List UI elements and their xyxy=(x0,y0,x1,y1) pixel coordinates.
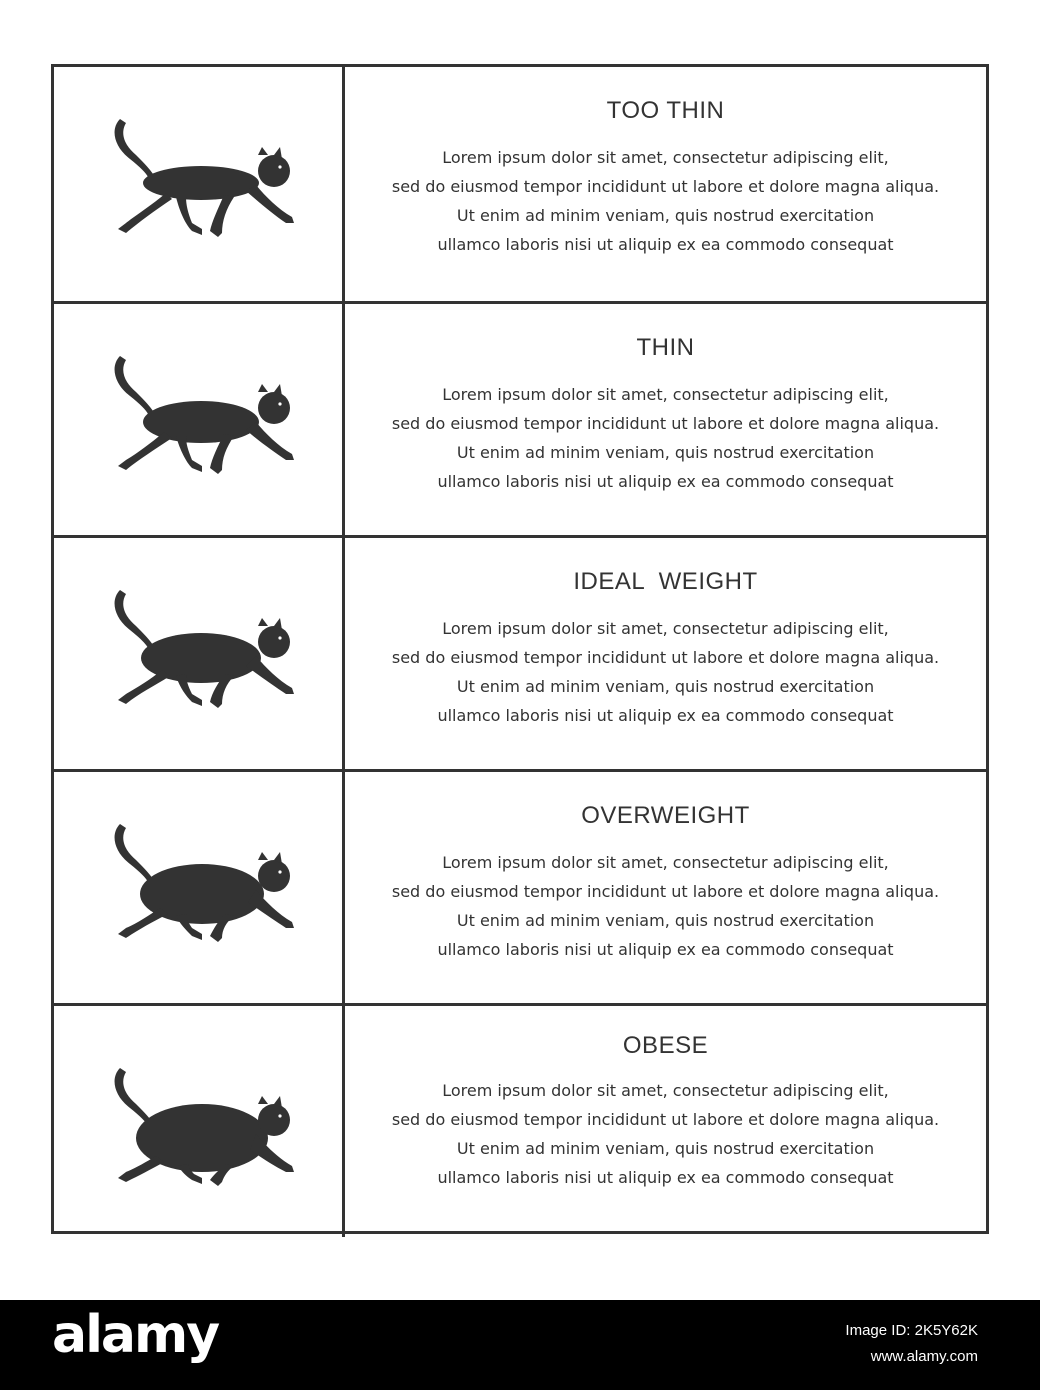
cat-image-cell xyxy=(54,538,345,769)
site-url: www.alamy.com xyxy=(870,1348,978,1365)
weight-row-too-thin xyxy=(54,67,986,301)
description-line: ullamco laboris nisi ut aliquip ex ea commodo consequat xyxy=(437,706,894,725)
row-title: IDEAL WEIGHT xyxy=(573,568,758,595)
description-line: sed do eiusmod tempor incididunt ut labore et dolore magna aliqua. xyxy=(391,882,940,901)
row-description xyxy=(345,380,986,496)
cat-weight-chart xyxy=(51,64,989,1234)
description-line: sed do eiusmod tempor incididunt ut labore et dolore magna aliqua. xyxy=(391,1110,940,1129)
description-cell xyxy=(345,772,986,1003)
description-line: sed do eiusmod tempor incididunt ut labore et dolore magna aliqua. xyxy=(391,414,940,433)
row-title: TOO THIN xyxy=(606,97,725,124)
description-line: Lorem ipsum dolor sit amet, consectetur adipiscing elit, xyxy=(442,385,889,404)
alamy-logo: alamy xyxy=(52,1305,219,1365)
walking-cat-slim-icon xyxy=(106,350,306,485)
description-line: Lorem ipsum dolor sit amet, consectetur adipiscing elit, xyxy=(442,619,889,638)
description-line: ullamco laboris nisi ut aliquip ex ea commodo consequat xyxy=(437,940,894,959)
row-description xyxy=(345,848,986,964)
image-id-label: Image ID: 2K5Y62K xyxy=(845,1322,978,1339)
row-description xyxy=(345,614,986,730)
description-cell xyxy=(345,538,986,769)
row-title: THIN xyxy=(636,334,695,361)
cat-image-cell xyxy=(54,67,345,301)
description-line: sed do eiusmod tempor incididunt ut labore et dolore magna aliqua. xyxy=(391,177,940,196)
description-line: Ut enim ad minim veniam, quis nostrud exercitation xyxy=(456,677,875,696)
cat-image-cell xyxy=(54,304,345,535)
description-line: Lorem ipsum dolor sit amet, consectetur adipiscing elit, xyxy=(442,1081,889,1100)
cat-image-cell xyxy=(54,772,345,1003)
description-cell xyxy=(345,1006,986,1237)
walking-cat-thin-icon xyxy=(106,113,306,248)
cat-image-cell xyxy=(54,1006,345,1237)
description-cell xyxy=(345,67,986,301)
walking-cat-ideal-icon xyxy=(106,584,306,719)
row-description xyxy=(345,143,986,259)
description-line: Ut enim ad minim veniam, quis nostrud exercitation xyxy=(456,911,875,930)
description-line: Ut enim ad minim veniam, quis nostrud exercitation xyxy=(456,1139,875,1158)
description-line: ullamco laboris nisi ut aliquip ex ea commodo consequat xyxy=(437,472,894,491)
row-title: OBESE xyxy=(622,1032,709,1059)
walking-cat-obese-icon xyxy=(106,1062,306,1197)
description-line: sed do eiusmod tempor incididunt ut labore et dolore magna aliqua. xyxy=(391,648,940,667)
walking-cat-overweight-icon xyxy=(106,818,306,953)
weight-row-overweight xyxy=(54,769,986,1003)
description-line: Lorem ipsum dolor sit amet, consectetur adipiscing elit, xyxy=(442,853,889,872)
description-line: ullamco laboris nisi ut aliquip ex ea commodo consequat xyxy=(437,1168,894,1187)
description-line: Ut enim ad minim veniam, quis nostrud exercitation xyxy=(456,443,875,462)
description-cell xyxy=(345,304,986,535)
row-title: OVERWEIGHT xyxy=(581,802,750,829)
row-description xyxy=(345,1076,986,1192)
description-line: ullamco laboris nisi ut aliquip ex ea commodo consequat xyxy=(437,235,894,254)
weight-row-obese xyxy=(54,1003,986,1237)
description-line: Lorem ipsum dolor sit amet, consectetur adipiscing elit, xyxy=(442,148,889,167)
weight-row-thin xyxy=(54,301,986,535)
weight-row-ideal-weight xyxy=(54,535,986,769)
description-line: Ut enim ad minim veniam, quis nostrud exercitation xyxy=(456,206,875,225)
